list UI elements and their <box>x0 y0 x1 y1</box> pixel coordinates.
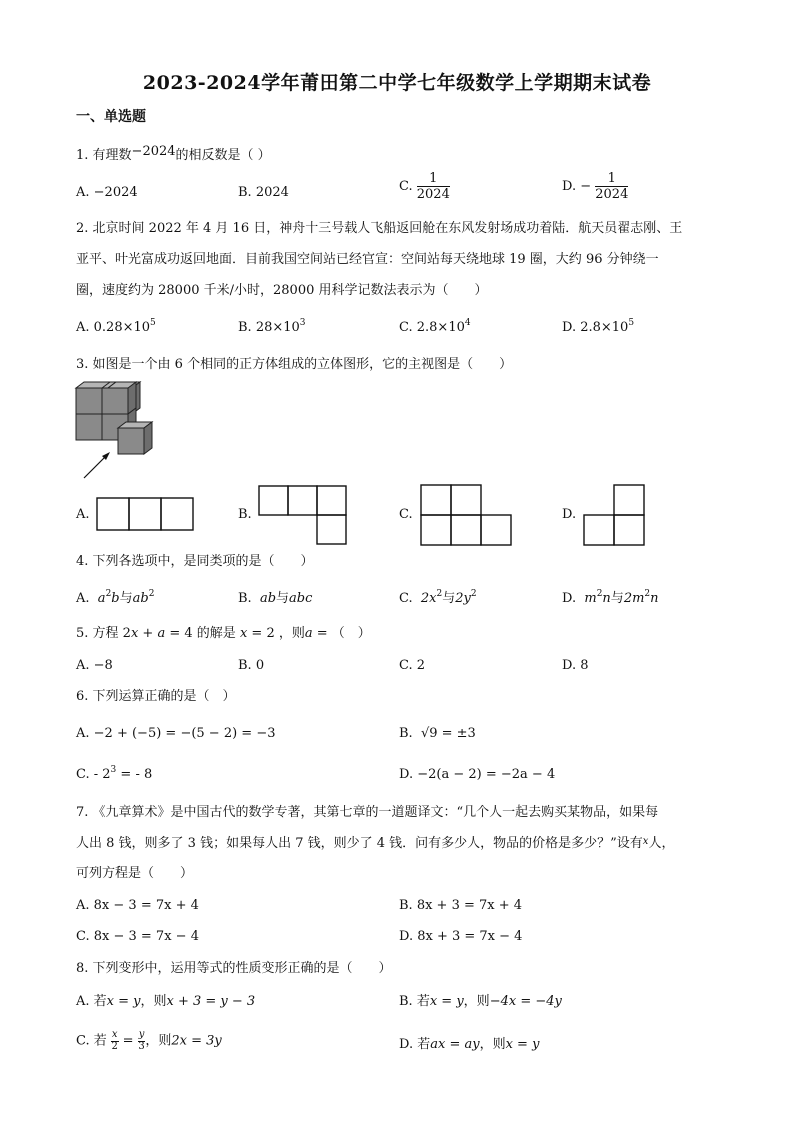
q5-text: = （ ） <box>312 626 371 641</box>
q4-option-b-label: B. <box>238 591 252 606</box>
q8-option-b <box>399 995 562 1008</box>
fraction-denominator: 3 <box>138 1040 145 1052</box>
math-exp: 2 <box>644 589 651 599</box>
math-var: x <box>239 626 248 641</box>
question-6-stem: 6. 下列运算正确的是（ ） <box>76 689 236 704</box>
exam-title: 2023-2024学年莆田第二中学七年级数学上学期期末试卷 <box>142 72 652 94</box>
question-2-line-1: 2. 北京时间 2022 年 4 月 16 日，神舟十三号载人飞船返回舱在东风发射场成功着陆．航天员翟志刚、王 <box>76 221 683 236</box>
equals-sign: = <box>122 1033 134 1049</box>
q4-option-a-label: A. <box>76 591 90 606</box>
math-exp: 2 <box>148 589 155 599</box>
q2-option-c-exponent: 4 <box>464 318 471 328</box>
q8-text: ，则 <box>479 1037 506 1052</box>
question-2-line-3: 圈，速度约为 28000 千米/小时，28000 用科学记数法表示为（ ） <box>76 283 488 298</box>
q1-option-c <box>399 172 450 201</box>
math-var: n <box>602 591 611 606</box>
q6-option-c-post: = - 8 <box>116 767 153 782</box>
question-7-line-1: 7. 《九章算术》是中国古代的数学专著，其第七章的一道题译文：“几个人一起去购买某物品，如果每 <box>76 805 659 820</box>
fraction-numerator: 1 <box>595 172 628 187</box>
conjunction: 与 <box>442 591 456 606</box>
math-var: ab <box>259 591 277 606</box>
math-expr: ax = ay <box>430 1037 480 1052</box>
q1-option-a: A. −2024 <box>76 185 138 200</box>
q2-option-d <box>562 318 635 335</box>
q6-option-d: D. −2(a − 2) = −2a − 4 <box>399 767 556 782</box>
q3-option-a-figure <box>96 497 196 531</box>
q8-option-a <box>76 995 255 1008</box>
math-expr: x = y <box>429 994 464 1009</box>
fraction-numerator: 1 <box>417 172 450 187</box>
question-5-stem <box>76 627 371 640</box>
q1-option-d <box>562 172 628 201</box>
q7-option-c: C. 8x − 3 = 7x − 4 <box>76 929 199 944</box>
question-1-stem <box>76 145 271 162</box>
conjunction: 与 <box>276 591 290 606</box>
q2-option-a-base: A. 0.28×10 <box>76 320 151 335</box>
math-var: x <box>130 626 139 641</box>
question-4-stem: 4. 下列各选项中，是同类项的是（ ） <box>76 554 314 569</box>
q1-option-c-label: C. <box>399 179 413 194</box>
q2-option-c-base: C. 2.8×10 <box>399 320 465 335</box>
q1-stem-pre: 1. 有理数 <box>76 148 132 163</box>
q3-option-b-figure <box>258 485 350 545</box>
q8-option-a-label: A. 若 <box>76 994 107 1009</box>
math-expr: x + 3 = y − 3 <box>166 994 256 1009</box>
q7-option-a: A. 8x − 3 = 7x + 4 <box>76 898 199 913</box>
math-var: a <box>304 626 313 641</box>
q4-option-a <box>76 589 155 606</box>
math-var: m <box>584 591 597 606</box>
q4-option-c-label: C. <box>399 591 413 606</box>
q3-cube-figure <box>76 382 166 482</box>
math-var: ab <box>132 591 149 606</box>
q3-option-b-label: B. <box>238 507 252 522</box>
fraction-denominator: 2024 <box>416 187 450 202</box>
math-var: b <box>111 591 120 606</box>
q4-option-c <box>399 589 477 606</box>
q8-text: ，则 <box>463 994 490 1009</box>
q5-option-c: C. 2 <box>399 658 426 673</box>
math-var: a <box>157 626 166 641</box>
q8-option-c-label: C. 若 <box>76 1033 107 1049</box>
fraction <box>111 1030 119 1052</box>
q7-text: 人， <box>648 836 675 851</box>
q2-option-d-base: D. 2.8×10 <box>562 320 629 335</box>
q3-option-d-figure <box>583 484 645 546</box>
q4-option-d <box>562 589 659 606</box>
math-var: abc <box>289 591 313 606</box>
question-8-stem: 8. 下列变形中，运用等式的性质变形正确的是（ ） <box>76 961 392 976</box>
q4-option-b <box>238 592 312 605</box>
q2-option-a <box>76 318 156 335</box>
q5-text: 5. 方程 2 <box>76 626 131 641</box>
q3-option-a-label: A. <box>76 507 90 522</box>
q5-text: + <box>138 626 158 641</box>
q6-option-c <box>76 765 153 782</box>
math-expr: x = y <box>505 1037 540 1052</box>
q2-option-a-exponent: 5 <box>150 318 156 328</box>
q6-option-c-exponent: 3 <box>110 765 117 775</box>
conjunction: 与 <box>610 591 624 606</box>
fraction-denominator: 2024 <box>595 187 629 202</box>
q8-option-d-label: D. 若 <box>399 1037 431 1052</box>
math-var: 2y <box>455 591 471 606</box>
math-expr: 2x = 3y <box>171 1033 222 1049</box>
question-3-stem: 3. 如图是一个由 6 个相同的正方体组成的立体图形，它的主视图是（ ） <box>76 357 513 372</box>
q3-option-c-label: C. <box>399 507 413 522</box>
math-exp: 2 <box>596 589 603 599</box>
q7-option-d: D. 8x + 3 = 7x − 4 <box>399 929 523 944</box>
math-exp: 2 <box>105 589 112 599</box>
math-var: 2m <box>623 591 645 606</box>
question-7-line-2 <box>76 837 674 850</box>
q1-stem-number: −2024 <box>131 144 176 159</box>
q1-stem-post: 的相反数是（ ） <box>175 148 271 163</box>
q5-text: = 4 的解是 <box>165 626 240 641</box>
q1-option-c-fraction <box>417 172 450 201</box>
question-2-line-2: 亚平、叶光富成功返回地面．目前我国空间站已经官宣：空间站每天绕地球 19 圈，大约 96 分钟绕一 <box>76 252 659 267</box>
q3-option-d-label: D. <box>562 507 577 522</box>
q7-text: 人出 8 钱，则多了 3 钱；如果每人出 7 钱，则少了 4 钱．问有多少人，物品的价格是多少？”设有 <box>76 836 643 851</box>
q7-option-b: B. 8x + 3 = 7x + 4 <box>399 898 523 913</box>
question-7-line-3: 可列方程是（ ） <box>76 866 194 881</box>
q6-option-c-base: C. - 2 <box>76 767 111 782</box>
q8-text: ，则 <box>145 1033 172 1049</box>
math-expr: −4x = −4y <box>489 994 562 1009</box>
q4-option-d-label: D. <box>562 591 577 606</box>
math-var: a <box>97 591 106 606</box>
q8-option-b-label: B. 若 <box>399 994 430 1009</box>
q5-option-a: A. −8 <box>76 658 113 673</box>
math-var: x <box>642 836 649 847</box>
math-var: 2x <box>420 591 437 606</box>
q1-option-d-fraction <box>595 172 628 201</box>
q8-text: ，则 <box>140 994 167 1009</box>
math-expr: x = y <box>106 994 141 1009</box>
q2-option-c <box>399 318 471 335</box>
q8-option-d <box>399 1038 539 1051</box>
q2-option-b-base: B. 28×10 <box>238 320 300 335</box>
q1-option-d-label: D. − <box>562 179 592 194</box>
q1-option-b: B. 2024 <box>238 185 289 200</box>
q2-option-b-exponent: 3 <box>299 318 306 328</box>
q5-option-b: B. 0 <box>238 658 265 673</box>
section-heading: 一、单选题 <box>76 109 146 125</box>
q6-option-a: A. −2 + (−5) = −(5 − 2) = −3 <box>76 726 276 741</box>
conjunction: 与 <box>119 591 133 606</box>
fraction-numerator: y <box>138 1029 145 1040</box>
q3-option-c-figure <box>420 484 512 546</box>
math-var: n <box>650 591 659 606</box>
q2-option-d-exponent: 5 <box>628 318 635 328</box>
q6-option-b-label: B. <box>399 726 413 741</box>
q5-text: = 2 ，则 <box>247 626 305 641</box>
math-exp: 2 <box>436 589 443 599</box>
q8-option-c <box>76 1030 222 1052</box>
q6-option-b-expr: √9 = ±3 <box>420 726 476 741</box>
q6-option-b <box>399 727 476 740</box>
q5-option-d: D. 8 <box>562 658 589 673</box>
math-exp: 2 <box>470 589 477 599</box>
fraction-denominator: 2 <box>111 1040 118 1052</box>
fraction-numerator: x <box>111 1029 118 1040</box>
q2-option-b <box>238 318 306 335</box>
